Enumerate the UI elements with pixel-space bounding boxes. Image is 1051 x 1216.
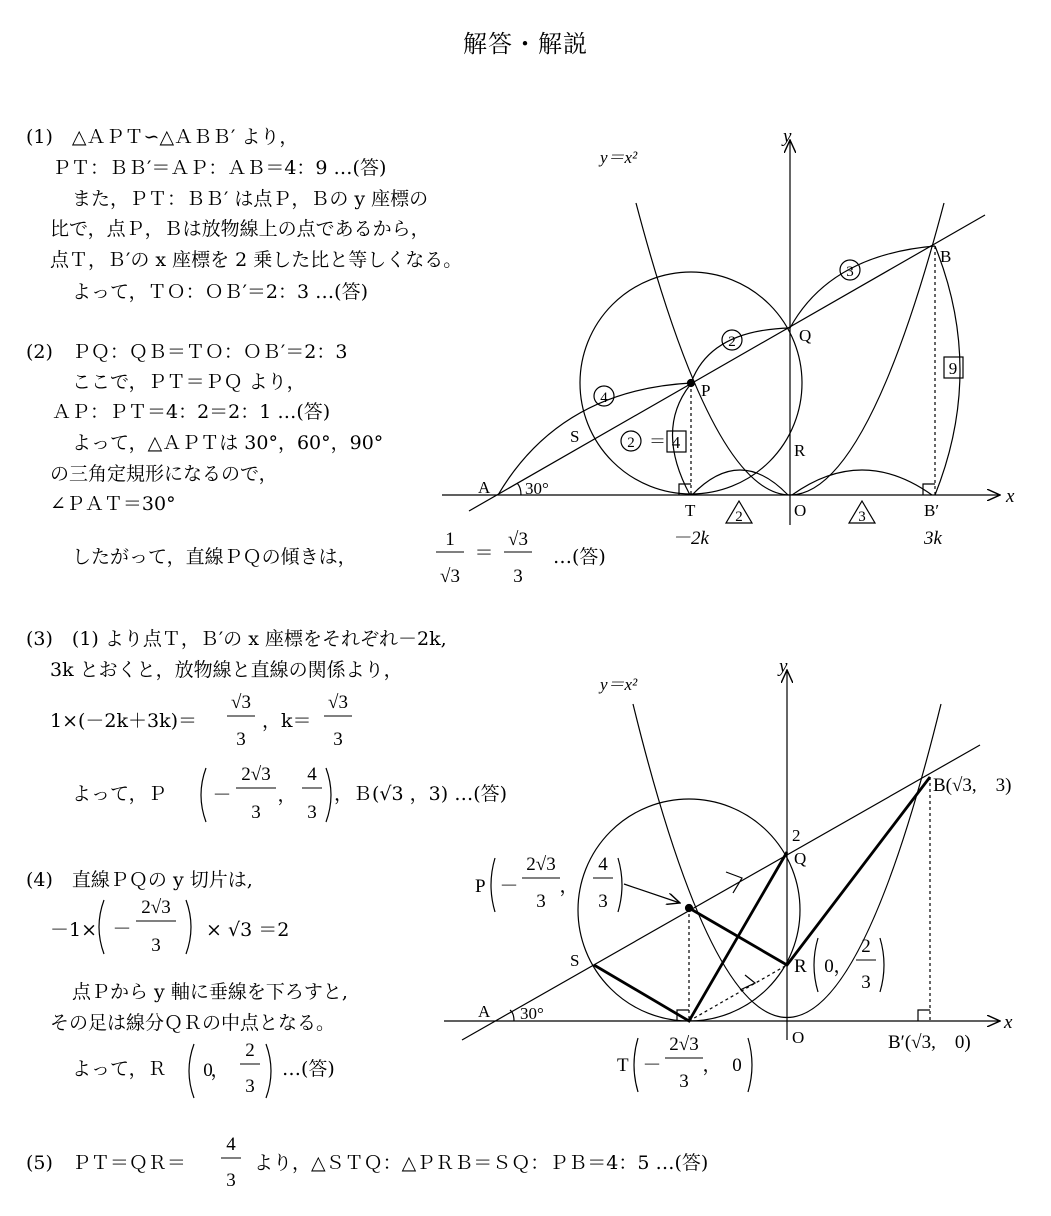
- fig1-line-ab: [469, 215, 985, 511]
- fig2-p-minus: －: [499, 876, 519, 897]
- svg-text:2: 2: [245, 1040, 255, 1061]
- s2-line-1: (2) ＰＱ：ＱＢ＝ＴＯ：ＯＢ′＝2：3: [26, 341, 348, 363]
- svg-text:2√3: 2√3: [141, 897, 171, 918]
- fig1-circled-2b-text: 2: [627, 435, 635, 451]
- fig2-label-s: S: [570, 951, 580, 970]
- s3-result-prefix: よって，Ｐ: [72, 783, 167, 805]
- fig1-label-p: P: [701, 381, 711, 400]
- fig2-label-r: R: [794, 956, 807, 977]
- fig2-curve-label: y＝x²: [600, 675, 638, 694]
- s3-frac2-num: √3: [328, 692, 348, 713]
- fig2-p-lparen: [491, 858, 495, 912]
- fig2-path-stq: [594, 852, 787, 1021]
- s2-line-2: ここで，ＰＴ＝ＰＱ より，: [72, 371, 306, 393]
- fig1-x-label: x: [1006, 486, 1015, 507]
- fig2-label-p: P: [475, 876, 486, 897]
- fig1-circled-2-text: 2: [728, 334, 736, 350]
- fig2-label-bp: B′(√3, 0): [888, 1032, 971, 1053]
- svg-text:4: 4: [226, 1134, 236, 1155]
- s4-eq-fraction: [99, 897, 191, 956]
- fig2-r-zero: 0: [824, 956, 834, 977]
- s1-line-2: ＰＴ：ＢＢ′＝ＡＰ：ＡＢ＝4：9 …(答): [52, 157, 387, 179]
- fig1-arc-qb: [790, 246, 935, 328]
- fig2-r-rparen: [880, 938, 884, 992]
- s4-result-suffix: …(答): [282, 1058, 335, 1080]
- fig2-line-arrow: [726, 872, 742, 893]
- fig2-r-lparen: [814, 938, 818, 992]
- fig1-arc-ob: [792, 470, 932, 495]
- s2-line-4: よって，△ＡＰＴは 30°，60°，90°: [72, 432, 384, 454]
- svg-text:3: 3: [307, 802, 317, 823]
- s2-slope-prefix: したがって，直線ＰＱの傾きは，: [72, 546, 357, 568]
- s2-line-6: ∠ＰＡＴ＝30°: [50, 493, 176, 515]
- fig1-triangle-2-text: 2: [735, 509, 743, 525]
- svg-text:2√3: 2√3: [241, 764, 271, 785]
- fig1-curve-label: y＝x²: [600, 148, 638, 167]
- fig2-t-x-num: 2√3: [669, 1034, 699, 1055]
- svg-text:－: －: [112, 919, 132, 940]
- s4-line-2: 点Ｐから y 軸に垂線を下ろすと,: [72, 981, 348, 1003]
- fig1-coord-b: 3k: [924, 528, 942, 549]
- s4-line-1: (4) 直線ＰＱの y 切片は,: [26, 869, 253, 891]
- fig2-p-rparen: [618, 858, 622, 912]
- s2-line-5: の三角定規形になるので，: [50, 463, 278, 485]
- fig2-label-o: O: [792, 1028, 805, 1047]
- s3-result-b: ，Ｂ(√3 ，3) …(答): [334, 783, 508, 805]
- fig1-label-b: B: [940, 247, 952, 266]
- s3-frac1-num: √3: [231, 692, 251, 713]
- fig1-angle-label: 30°: [525, 479, 549, 498]
- s1-line-3: また，ＰＴ：ＢＢ′ は点Ｐ，Ｂの y 座標の: [72, 188, 429, 210]
- s2-slope-suffix: …(答): [553, 546, 606, 568]
- fig1-label-a: A: [478, 478, 491, 497]
- s3-line-1: (3) (1) より点Ｔ，Ｂ′の x 座標をそれぞれ－2k,: [26, 628, 447, 650]
- figure-1: [442, 140, 1000, 525]
- fig2-label-t: T: [617, 1055, 629, 1076]
- fig2-right-angle-b: [918, 1010, 930, 1021]
- svg-text:，: ，: [210, 1060, 230, 1081]
- fig2-t-comma: ，: [702, 1055, 722, 1076]
- svg-text:－: －: [212, 785, 232, 806]
- s3-frac1-den: 3: [236, 729, 246, 750]
- fig2-angle-label: 30°: [520, 1004, 544, 1023]
- svg-text:3: 3: [226, 1170, 236, 1191]
- page-title: 解答・解説: [463, 30, 588, 58]
- frac1-den: √3: [440, 566, 460, 587]
- s1-line-4: 比で，点Ｐ，Ｂは放物線上の点であるから，: [50, 218, 430, 240]
- fig1-label-r: R: [794, 441, 806, 460]
- fig2-p-y-den: 3: [598, 891, 608, 912]
- fig2-label-q: Q: [794, 849, 807, 868]
- fig2-p-y-num: 4: [598, 854, 608, 875]
- svg-text:3: 3: [245, 1076, 255, 1097]
- s3-fractions: [227, 692, 352, 750]
- fig1-triangle-3-text: 3: [858, 509, 866, 525]
- fig1-box-9-text: 9: [948, 359, 958, 378]
- s5-fraction: [221, 1134, 241, 1191]
- s2-line-3: ＡＰ：ＰＴ＝4：2＝2：1 …(答): [52, 401, 331, 423]
- fig1-y-label: y: [783, 126, 792, 147]
- fig2-point-p: [686, 905, 693, 912]
- svg-text:3: 3: [151, 935, 161, 956]
- fig1-point-p: [688, 380, 695, 387]
- fig2-r-y-den: 3: [861, 972, 871, 993]
- fig2-y-label: y: [779, 656, 788, 677]
- s3-result-p: [201, 764, 331, 823]
- s1-line-6: よって，ＴＯ：ＯＢ′＝2：3 …(答): [72, 281, 368, 303]
- svg-text:4: 4: [307, 764, 317, 785]
- slope-fractions: [436, 529, 532, 587]
- s4-result-prefix: よって，Ｒ: [72, 1058, 167, 1080]
- fig2-p-comma: ，: [559, 876, 579, 897]
- fig1-eq-sign: ＝: [649, 432, 666, 451]
- fig2-label-b: B(√3, 3): [933, 775, 1012, 796]
- figure-2: [444, 670, 1000, 1092]
- frac2-num: √3: [508, 529, 528, 550]
- svg-text:3: 3: [251, 802, 261, 823]
- fig2-r-y-num: 2: [861, 936, 871, 957]
- fig1-box-4-text: 4: [671, 433, 681, 452]
- s1-line-5: 点Ｔ，Ｂ′の x 座標を 2 乗した比と等しくなる。: [50, 249, 463, 271]
- fig2-p-x-den: 3: [536, 891, 546, 912]
- s1-line-1: (1) △ＡＰＴ∽△ＡＢＢ′ より，: [26, 126, 299, 148]
- s4-result-r: [189, 1040, 271, 1098]
- s5-suffix: より，△ＳＴＱ：△ＰＲＢ＝ＳＱ：ＰＢ＝4：5 …(答): [254, 1152, 709, 1174]
- fig1-angle-arc: [517, 483, 521, 495]
- fig1-label-s: S: [570, 427, 580, 446]
- s4-line-3: その足は線分ＱＲの中点となる。: [50, 1012, 336, 1034]
- fig2-t-lparen: [634, 1038, 638, 1092]
- svg-text:0: 0: [203, 1060, 213, 1081]
- fig2-p-pointer: [624, 884, 680, 903]
- frac1-num: 1: [445, 529, 455, 550]
- fig1-label-bp: B′: [924, 501, 940, 520]
- slope-equals: ＝: [474, 543, 494, 564]
- s3-frac2-den: 3: [333, 729, 343, 750]
- s5-prefix: (5) ＰＴ＝ＱＲ＝: [26, 1152, 186, 1174]
- fig1-circled-3-text: 3: [846, 264, 854, 280]
- fig1-circled-4-text: 4: [600, 390, 608, 406]
- figure-2-labels: [475, 656, 1013, 1092]
- fig1-coord-t: －2k: [672, 528, 709, 549]
- fig2-label-q-y: 2: [792, 826, 801, 845]
- fig2-t-minus: －: [642, 1055, 662, 1076]
- fig1-label-o: O: [794, 501, 807, 520]
- fig2-r-comma: ，: [833, 956, 853, 977]
- fig1-label-q: Q: [799, 326, 812, 345]
- s3-eq-prefix: 1×(－2k＋3k)＝: [50, 710, 198, 732]
- s4-eq-tail: × √3 ＝2: [206, 919, 290, 941]
- svg-text:，: ，: [277, 785, 297, 806]
- s3-line-2: 3k とおくと，放物線と直線の関係より，: [50, 659, 403, 681]
- s3-eq-mid: ，k＝: [262, 710, 312, 732]
- fig2-t-rparen: [748, 1038, 752, 1092]
- fig2-t-zero: 0: [732, 1055, 742, 1076]
- fig2-p-x-num: 2√3: [526, 854, 556, 875]
- fig2-label-a: A: [478, 1002, 491, 1021]
- fig2-x-label: x: [1004, 1012, 1013, 1033]
- frac2-den: 3: [513, 566, 523, 587]
- s4-eq-text: －1×: [50, 919, 98, 941]
- fig1-label-t: T: [685, 501, 696, 520]
- fig2-t-x-den: 3: [679, 1071, 689, 1092]
